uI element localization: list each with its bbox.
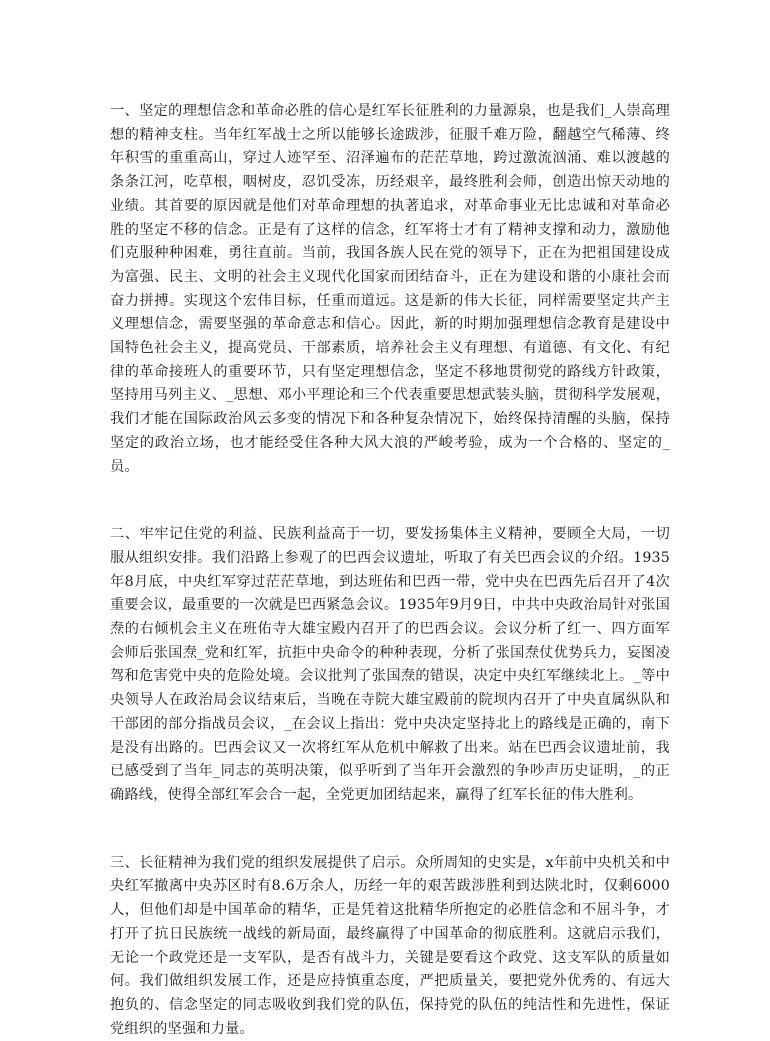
document-body [110, 100, 670, 1041]
paragraph-ideals: 一、坚定的理想信念和革命必胜的信心是红军长征胜利的力量源泉，也是我们_人崇高理想的精神支柱。当年红军战士之所以能够长途跋涉，征服千难万险，翻越空气稀薄、终年积雪的重重高山，穿过人迹罕至、沼泽遍布的茫茫草地，跨过激流汹涌、难以渡越的条条江河，吃草根，咽树皮，忍饥受冻，历经艰辛，最终胜利会师，创造出惊天动地的业绩。其首要的原因就是他们对革命理想的执著追求，对革命事业无比忠诚和对革命必胜的坚定不移的信念。正是有了这样的信念，红军将士才有了精神支撑和动力，激励他们克服种种困难，勇往直前。当前，我国各族人民在党的领导下，正在为把祖国建设成为富强、民主、文明的社会主义现代化国家而团结奋斗，正在为建设和谐的小康社会而奋力拼搏。实现这个宏伟目标，任重而道远。这是新的伟大长征，同样需要坚定共产主义理想信念，需要坚强的革命意志和信心。因此，新的时期加强理想信念教育是建设中国特色社会主义，提高党员、干部素质，培养社会主义有理想、有道德、有文化、有纪律的革命接班人的重要环节，只有坚定理想信念，坚定不移地贯彻党的路线方针政策，坚持用马列主义、_思想、邓小平理论和三个代表重要思想武装头脑，贯彻科学发展观，我们才能在国际政治风云多变的情况下和各种复杂情况下，始终保持清醒的头脑，保持坚定的政治立场，也才能经受住各种大风大浪的严峻考验，成为一个合格的、坚定的_员。 [110, 103, 670, 475]
paragraph-organization: 三、长征精神为我们党的组织发展提供了启示。众所周知的史实是，x年前中央机关和中央红军撤离中央苏区时有8.6万余人，历经一年的艰苦跋涉胜利到达陕北时，仅剩6000人，但他们却是中国革命的精华，正是凭着这批精华所抱定的必胜信念和不屈斗争，才打开了抗日民族统一战线的新局面，最终赢得了中国革命的彻底胜利。这就启示我们，无论一个政党还是一支军队，是否有战斗力，关键是要看这个政党、这支军队的质量如何。我们做组织发展工作，还是应持慎重态度，严把质量关，要把党外优秀的、有远大抱负的、信念坚定的同志吸收到我们党的队伍，保持党的队伍的纯洁性和先进性，保证党组织的坚强和力量。 [110, 854, 670, 1037]
paragraph-party-interest: 二、牢牢记住党的利益、民族利益高于一切，要发扬集体主义精神，要顾全大局，一切服从组织安排。我们沿路上参观了的巴西会议遗址，听取了有关巴西会议的介绍。1935年8月底，中央红军穿过茫茫草地，到达班佑和巴西一带，党中央在巴西先后召开了4次重要会议，最重要的一次就是巴西紧急会议。1935年9月9日，中共中央政治局针对张国焘的右倾机会主义在班佑寺大雄宝殿内召开了的巴西会议。会议分析了红一、四方面军会师后张国焘_党和红军，抗拒中央命令的种种表现，分析了张国焘仗优势兵力，妄图凌驾和危害党中央的危险处境。会议批判了张国焘的错误，决定中央红军继续北上。_等中央领导人在政治局会议结束后，当晚在寺院大雄宝殿前的院坝内召开了中央直属纵队和干部团的部分指战员会议，_在会议上指出：党中央决定坚持北上的路线是正确的，南下是没有出路的。巴西会议又一次将红军从危机中解救了出来。站在巴西会议遗址前，我已感受到了当年_同志的英明决策，似乎听到了当年开会激烈的争吵声历史证明，_的正确路线，使得全部红军会合一起，全党更加团结起来，赢得了红军长征的伟大胜利。 [110, 526, 670, 803]
